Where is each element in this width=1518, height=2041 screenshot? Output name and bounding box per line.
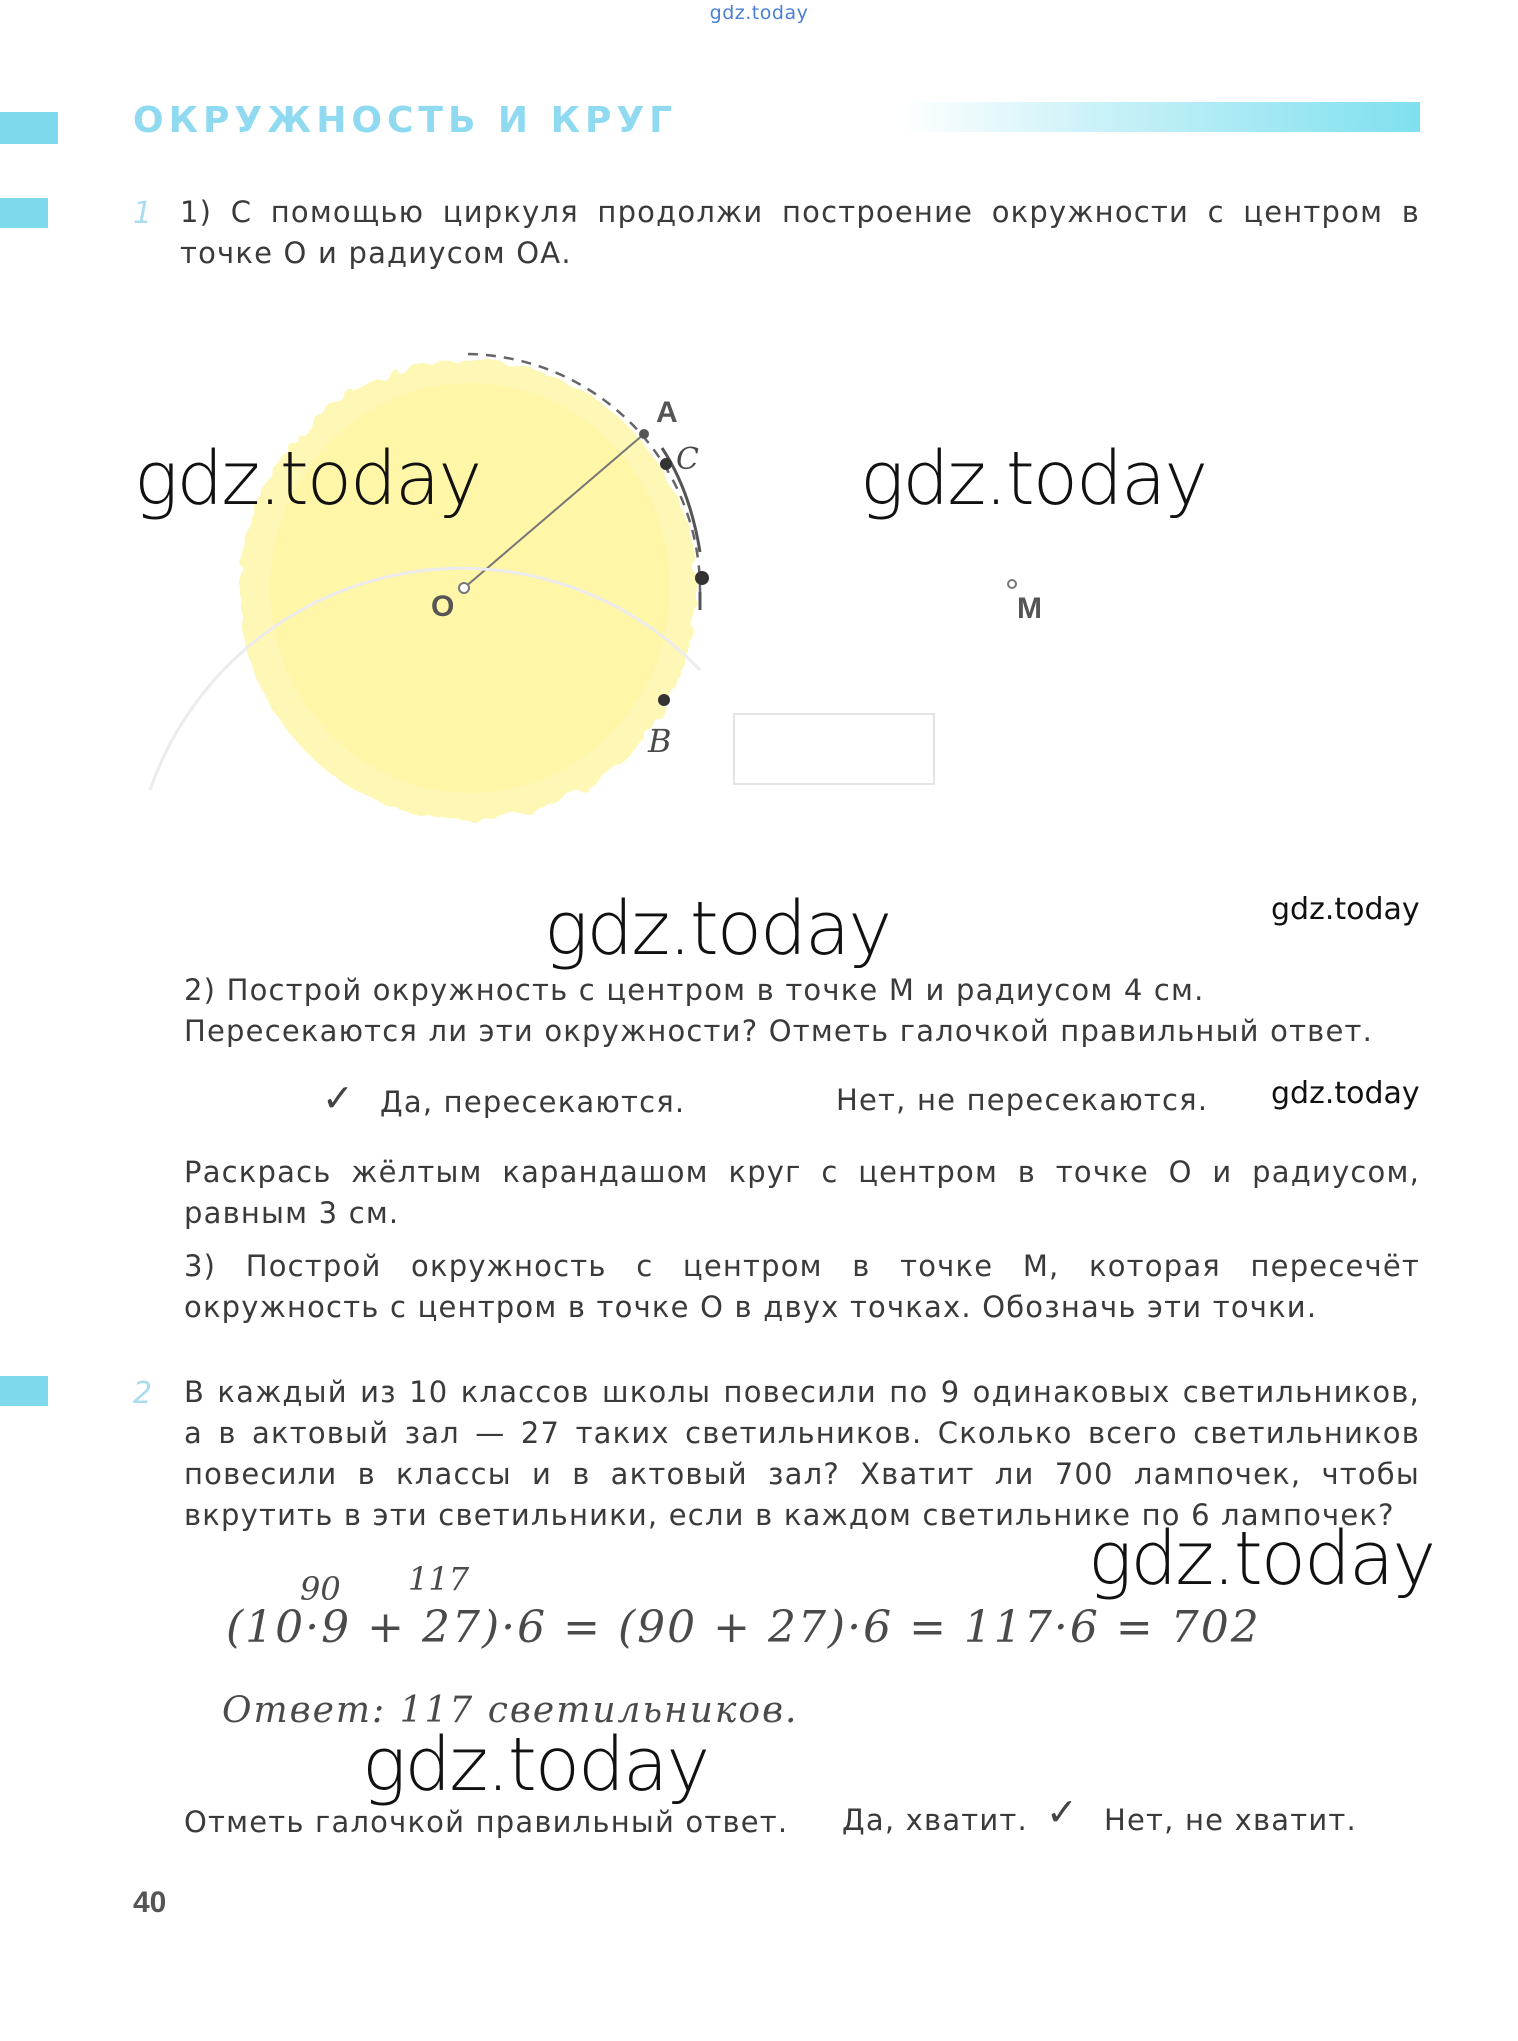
label-O: O xyxy=(431,590,455,623)
section-band xyxy=(0,112,58,144)
task1-part1: 1) С помощью циркуля продолжи построение окружности с центром в точке О и радиусом ОА. xyxy=(180,195,1420,270)
option-intersect-no[interactable]: Нет, не пересекаются. xyxy=(836,1083,1209,1117)
option-enough-yes[interactable]: Да, хватит. xyxy=(842,1803,1028,1837)
hand-note-90: 90 xyxy=(300,1570,341,1608)
option-intersect-yes[interactable]: Да, пересекаются. xyxy=(380,1085,686,1119)
point-C xyxy=(660,458,672,470)
label-B: B xyxy=(648,722,672,760)
title-band xyxy=(900,102,1420,132)
task2-band xyxy=(0,1376,48,1406)
label-C: C xyxy=(676,442,699,477)
watermark-1: gdz.today xyxy=(134,436,481,522)
label-M: M xyxy=(1017,592,1042,625)
ghost-shape xyxy=(734,714,934,784)
point-O xyxy=(459,583,469,593)
point-extra xyxy=(695,571,709,585)
point-B xyxy=(658,694,670,706)
task2-number: 2 xyxy=(133,1376,153,1411)
watermark-3: gdz.today xyxy=(544,886,891,972)
page-title: ОКРУЖНОСТЬ И КРУГ xyxy=(133,100,678,141)
task1-part3: 3) Построй окружность с центром в точке М, которая пересечёт окружность с центром в точке О в двух точках. Обозначь эти точки. xyxy=(184,1249,1420,1324)
watermark-4: gdz.today xyxy=(1271,892,1420,927)
task1-part2: 2) Построй окружность с центром в точке М и радиусом 4 см. Пересекаются ли эти окружности? Отметь галочкой правильный ответ. xyxy=(184,973,1374,1048)
construction-figure xyxy=(0,330,1518,890)
top-watermark: gdz.today xyxy=(709,2,809,24)
check-mark-task2: ✓ xyxy=(1046,1790,1078,1834)
hand-note-117: 117 xyxy=(408,1560,470,1598)
hand-equation: (10·9 + 27)·6 = (90 + 27)·6 = 117·6 = 702 xyxy=(226,1602,1261,1653)
watermark-7: gdz.today xyxy=(362,1722,709,1808)
label-A: A xyxy=(656,396,678,429)
watermark-2: gdz.today xyxy=(860,436,1207,522)
watermark-6: gdz.today xyxy=(1088,1516,1435,1602)
page-number: 40 xyxy=(133,1886,167,1919)
task1-color-instruction: Раскрась жёлтым карандашом круг с центром в точке О и радиусом, равным 3 см. xyxy=(184,1155,1420,1230)
check-mark-task1: ✓ xyxy=(322,1076,354,1120)
task2-text: В каждый из 10 классов школы повесили по 9 одинаковых светильников, а в актовый зал — 27 таких светильников. Сколько всего светильников повесили в классы и в актовый зал? Хватит ли 700 лампочек, чтобы вкрутить в эти светильники, если в каждом светильнике по 6 лампочек? xyxy=(184,1375,1420,1532)
task2-mark-prompt: Отметь галочкой правильный ответ. xyxy=(184,1805,789,1839)
point-A xyxy=(639,429,649,439)
task1-number: 1 xyxy=(133,196,153,231)
hand-answer: Ответ: 117 светильников. xyxy=(222,1690,799,1731)
watermark-5: gdz.today xyxy=(1271,1076,1420,1111)
task1-band xyxy=(0,198,48,228)
option-enough-no[interactable]: Нет, не хватит. xyxy=(1104,1803,1357,1837)
point-M xyxy=(1008,580,1016,588)
